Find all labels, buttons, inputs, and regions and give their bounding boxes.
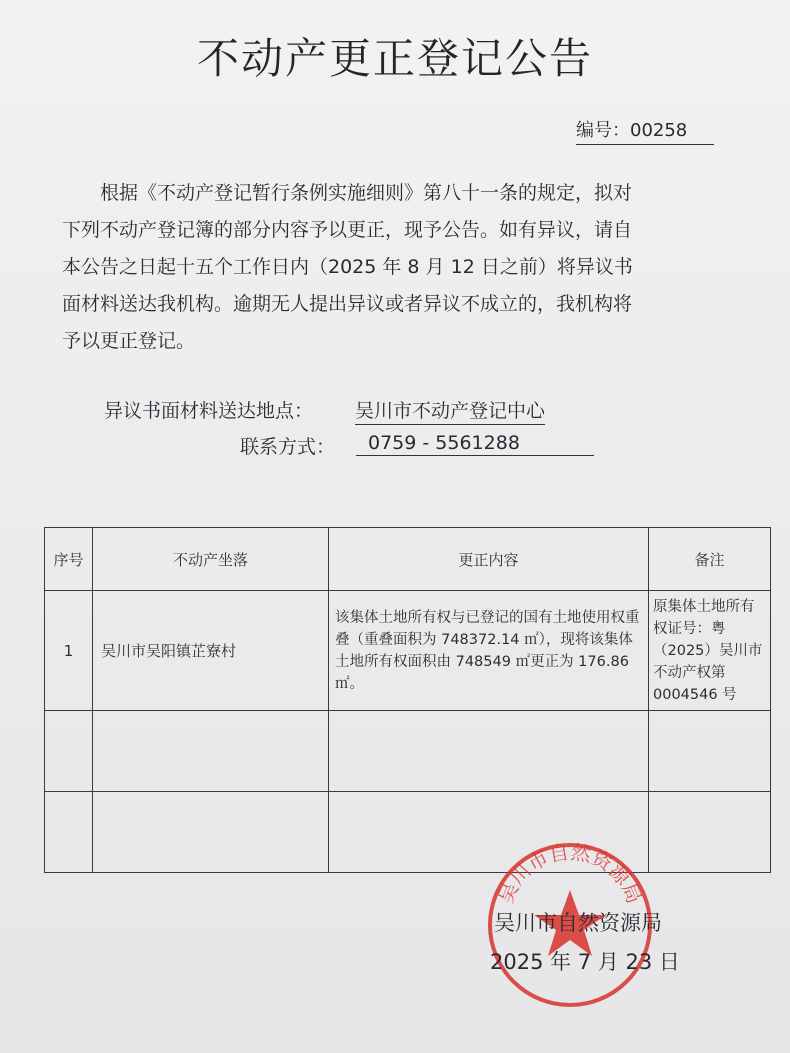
contact-phone: 0759 - 5561288	[356, 432, 594, 456]
issue-date: 2025 年 7 月 23 日	[490, 950, 680, 974]
row-location: 吴川市吴阳镇芷寮村	[93, 591, 329, 711]
seal-text-path: 吴川市自然资源局	[493, 840, 647, 908]
empty-cell	[45, 711, 93, 792]
notice-body	[62, 175, 728, 360]
row-number: 1	[45, 591, 93, 711]
row-content: 该集体土地所有权与已登记的国有土地使用权重叠（重叠面积为 748372.14 ㎡），现将该集体土地所有权面积由 748549 ㎡更正为 176.86 ㎡。	[329, 591, 649, 711]
serial-number: 编号：00258	[576, 116, 714, 145]
issuing-authority: 吴川市自然资源局	[494, 911, 662, 935]
header-no: 序号	[45, 528, 93, 591]
header-location: 不动产坐落	[93, 528, 329, 591]
body-line: 根据《不动产登记暂行条例实施细则》第八十一条的规定，拟对	[62, 182, 633, 204]
table-row-empty	[45, 792, 771, 873]
row-note: 原集体土地所有权证号：粤（2025）吴川市不动产权第0004546 号	[649, 591, 771, 711]
table-row-empty	[45, 711, 771, 792]
empty-cell	[649, 792, 771, 873]
empty-cell	[45, 792, 93, 873]
table-row	[45, 591, 771, 711]
empty-cell	[329, 711, 649, 792]
address-value: 吴川市不动产登记中心	[355, 396, 545, 425]
body-line: 面材料送达我机构。逾期无人提出异议或者异议不成立的，我机构将	[62, 293, 633, 315]
table-header-row	[45, 528, 771, 591]
header-content: 更正内容	[329, 528, 649, 591]
empty-cell	[93, 792, 329, 873]
address-label: 异议书面材料送达地点：	[104, 400, 314, 422]
notice-title: 不动产更正登记公告	[196, 34, 593, 83]
correction-table	[44, 527, 771, 873]
contact-label: 联系方式：	[240, 436, 336, 458]
body-line: 予以更正登记。	[62, 330, 196, 352]
empty-cell	[93, 711, 329, 792]
body-line: 下列不动产登记簿的部分内容予以更正，现予公告。如有异议，请自	[62, 219, 633, 241]
body-line: 本公告之日起十五个工作日内（2025 年 8 月 12 日之前）将异议书	[62, 256, 633, 278]
header-note: 备注	[649, 528, 771, 591]
empty-cell	[649, 711, 771, 792]
